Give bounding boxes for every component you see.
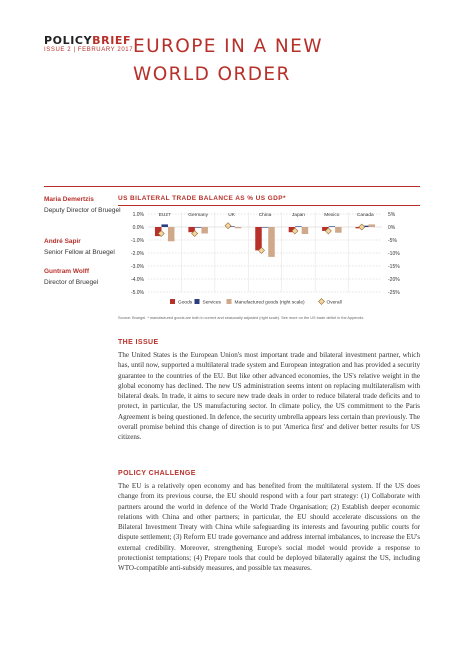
author-3-name: Guntram Wolff bbox=[44, 268, 90, 275]
category-label: UK bbox=[228, 213, 235, 218]
legend-label: Goods bbox=[178, 300, 193, 306]
left-tick-label: 0.0% bbox=[132, 225, 144, 231]
brand-policy: POLICY bbox=[44, 34, 93, 47]
manufactured-bar bbox=[302, 227, 309, 234]
manufactured-bar bbox=[335, 227, 342, 233]
brand-brief: BRIEF bbox=[92, 34, 132, 47]
services-bar bbox=[161, 224, 168, 227]
challenge-body: The EU is a relatively open economy and has benefited from the multilateral system. If the US does change from its previous course, the EU should respond with a four part strategy: (1) Collaborate with partners around the world in defence of the World Trade Organisation; (2) Establish deeper economic relations with China and other partners; in particular, the EU should accelerate discussions on the Bilateral Investment Treaty with China while safeguarding its interests and favouring public courts for dispute settlement; (3) Reform EU trade governance and address internal imbalances, to increase the EU's external credibility. Moreover, strengthening Europe's social model would provide a response to protectionist temptations; (4) Prepare tools that could be deployed bilaterally against the US, including WTO-compatible anti-subsidy measures, and possible tax measures. bbox=[118, 482, 420, 573]
author-1-role: Deputy Director of Bruegel bbox=[44, 207, 121, 214]
legend-swatch bbox=[195, 299, 200, 304]
author-1-name: Maria Demertzis bbox=[44, 196, 94, 203]
overall-marker bbox=[225, 223, 231, 229]
manufactured-bar bbox=[168, 227, 175, 241]
legend-label: Services bbox=[202, 300, 221, 306]
chart-title: US BILATERAL TRADE BALANCE AS % US GDP* bbox=[118, 195, 286, 202]
document-title bbox=[133, 33, 433, 89]
left-tick-label: -1.0% bbox=[130, 238, 144, 244]
left-tick-label: -3.0% bbox=[130, 264, 144, 270]
manufactured-bar bbox=[268, 227, 275, 257]
left-tick-label: -5.0% bbox=[130, 290, 144, 296]
left-tick-label: -4.0% bbox=[130, 277, 144, 283]
category-label: Mexico bbox=[324, 213, 340, 218]
legend-swatch bbox=[227, 299, 232, 304]
top-rule bbox=[44, 186, 420, 187]
chart-title-rule bbox=[118, 205, 420, 206]
services-bar bbox=[262, 227, 269, 228]
right-tick-label: -20% bbox=[388, 277, 400, 283]
manufactured-bar bbox=[369, 224, 376, 227]
issue-body: The United States is the European Union's most important trade and bilateral investment partner, which has, until now, supported a multilateral trade system and European integration and has provided a security guarantee to the countries of the EU. But like other advanced economies, the US's relative weight in the global economy has declined. The new US administration seems intent on replacing multilateralism with bilateral deals. In trade, it aims to secure new trade deals in order to reduce bilateral trade deficits and to protect, in particular, the US manufacturing sector. In climate policy, the US commitment to the Paris Agreement is being questioned. In defence, the security umbrella appears less certain than previously. The overall promise behind this change of direction is to put 'America first' and deliver better results for US citizens. bbox=[118, 351, 420, 442]
category-label: Canada bbox=[356, 213, 374, 218]
challenge-heading: POLICY CHALLENGE bbox=[118, 470, 196, 477]
right-tick-label: -25% bbox=[388, 290, 400, 296]
trade-balance-chart bbox=[112, 208, 422, 312]
author-3-role: Director of Bruegel bbox=[44, 279, 99, 286]
issue-line: ISSUE 2 | FEBRUARY 2017 bbox=[44, 47, 134, 53]
right-tick-label: -5% bbox=[388, 238, 397, 244]
overall-marker bbox=[359, 224, 365, 230]
manufactured-bar bbox=[201, 227, 208, 234]
right-tick-label: -10% bbox=[388, 251, 400, 257]
right-tick-label: 5% bbox=[388, 212, 396, 218]
services-bar bbox=[195, 227, 202, 228]
right-tick-label: -15% bbox=[388, 264, 400, 270]
publication-brand bbox=[44, 34, 131, 47]
title-line-2: WORLD ORDER bbox=[133, 64, 291, 85]
manufactured-bar bbox=[235, 227, 242, 228]
legend-label: Overall bbox=[326, 300, 342, 306]
category-label: Japan bbox=[291, 213, 305, 218]
goods-bar bbox=[255, 227, 262, 250]
category-label: EU27 bbox=[158, 213, 171, 218]
services-bar bbox=[295, 226, 302, 227]
legend-swatch bbox=[319, 299, 325, 305]
legend-label: Manufactured goods (right scale) bbox=[234, 300, 305, 306]
left-tick-label: -2.0% bbox=[130, 251, 144, 257]
services-bar bbox=[329, 226, 336, 227]
author-2-name: André Sapir bbox=[44, 238, 81, 245]
legend-swatch bbox=[170, 299, 175, 304]
author-2-role: Senior Fellow at Bruegel bbox=[44, 249, 115, 256]
category-label: Germany bbox=[188, 213, 209, 218]
issue-heading: THE ISSUE bbox=[118, 339, 159, 346]
category-label: China bbox=[258, 213, 272, 218]
title-line-1: EUROPE IN A NEW bbox=[133, 36, 323, 57]
chart-source-note: Source: Bruegel. * manufactured goods are both in current and seasonally adjusted (right scale). See more on the US trade deficit in the Appendix. bbox=[118, 316, 365, 320]
right-tick-label: 0% bbox=[388, 225, 396, 231]
left-tick-label: 1.0% bbox=[132, 212, 144, 218]
